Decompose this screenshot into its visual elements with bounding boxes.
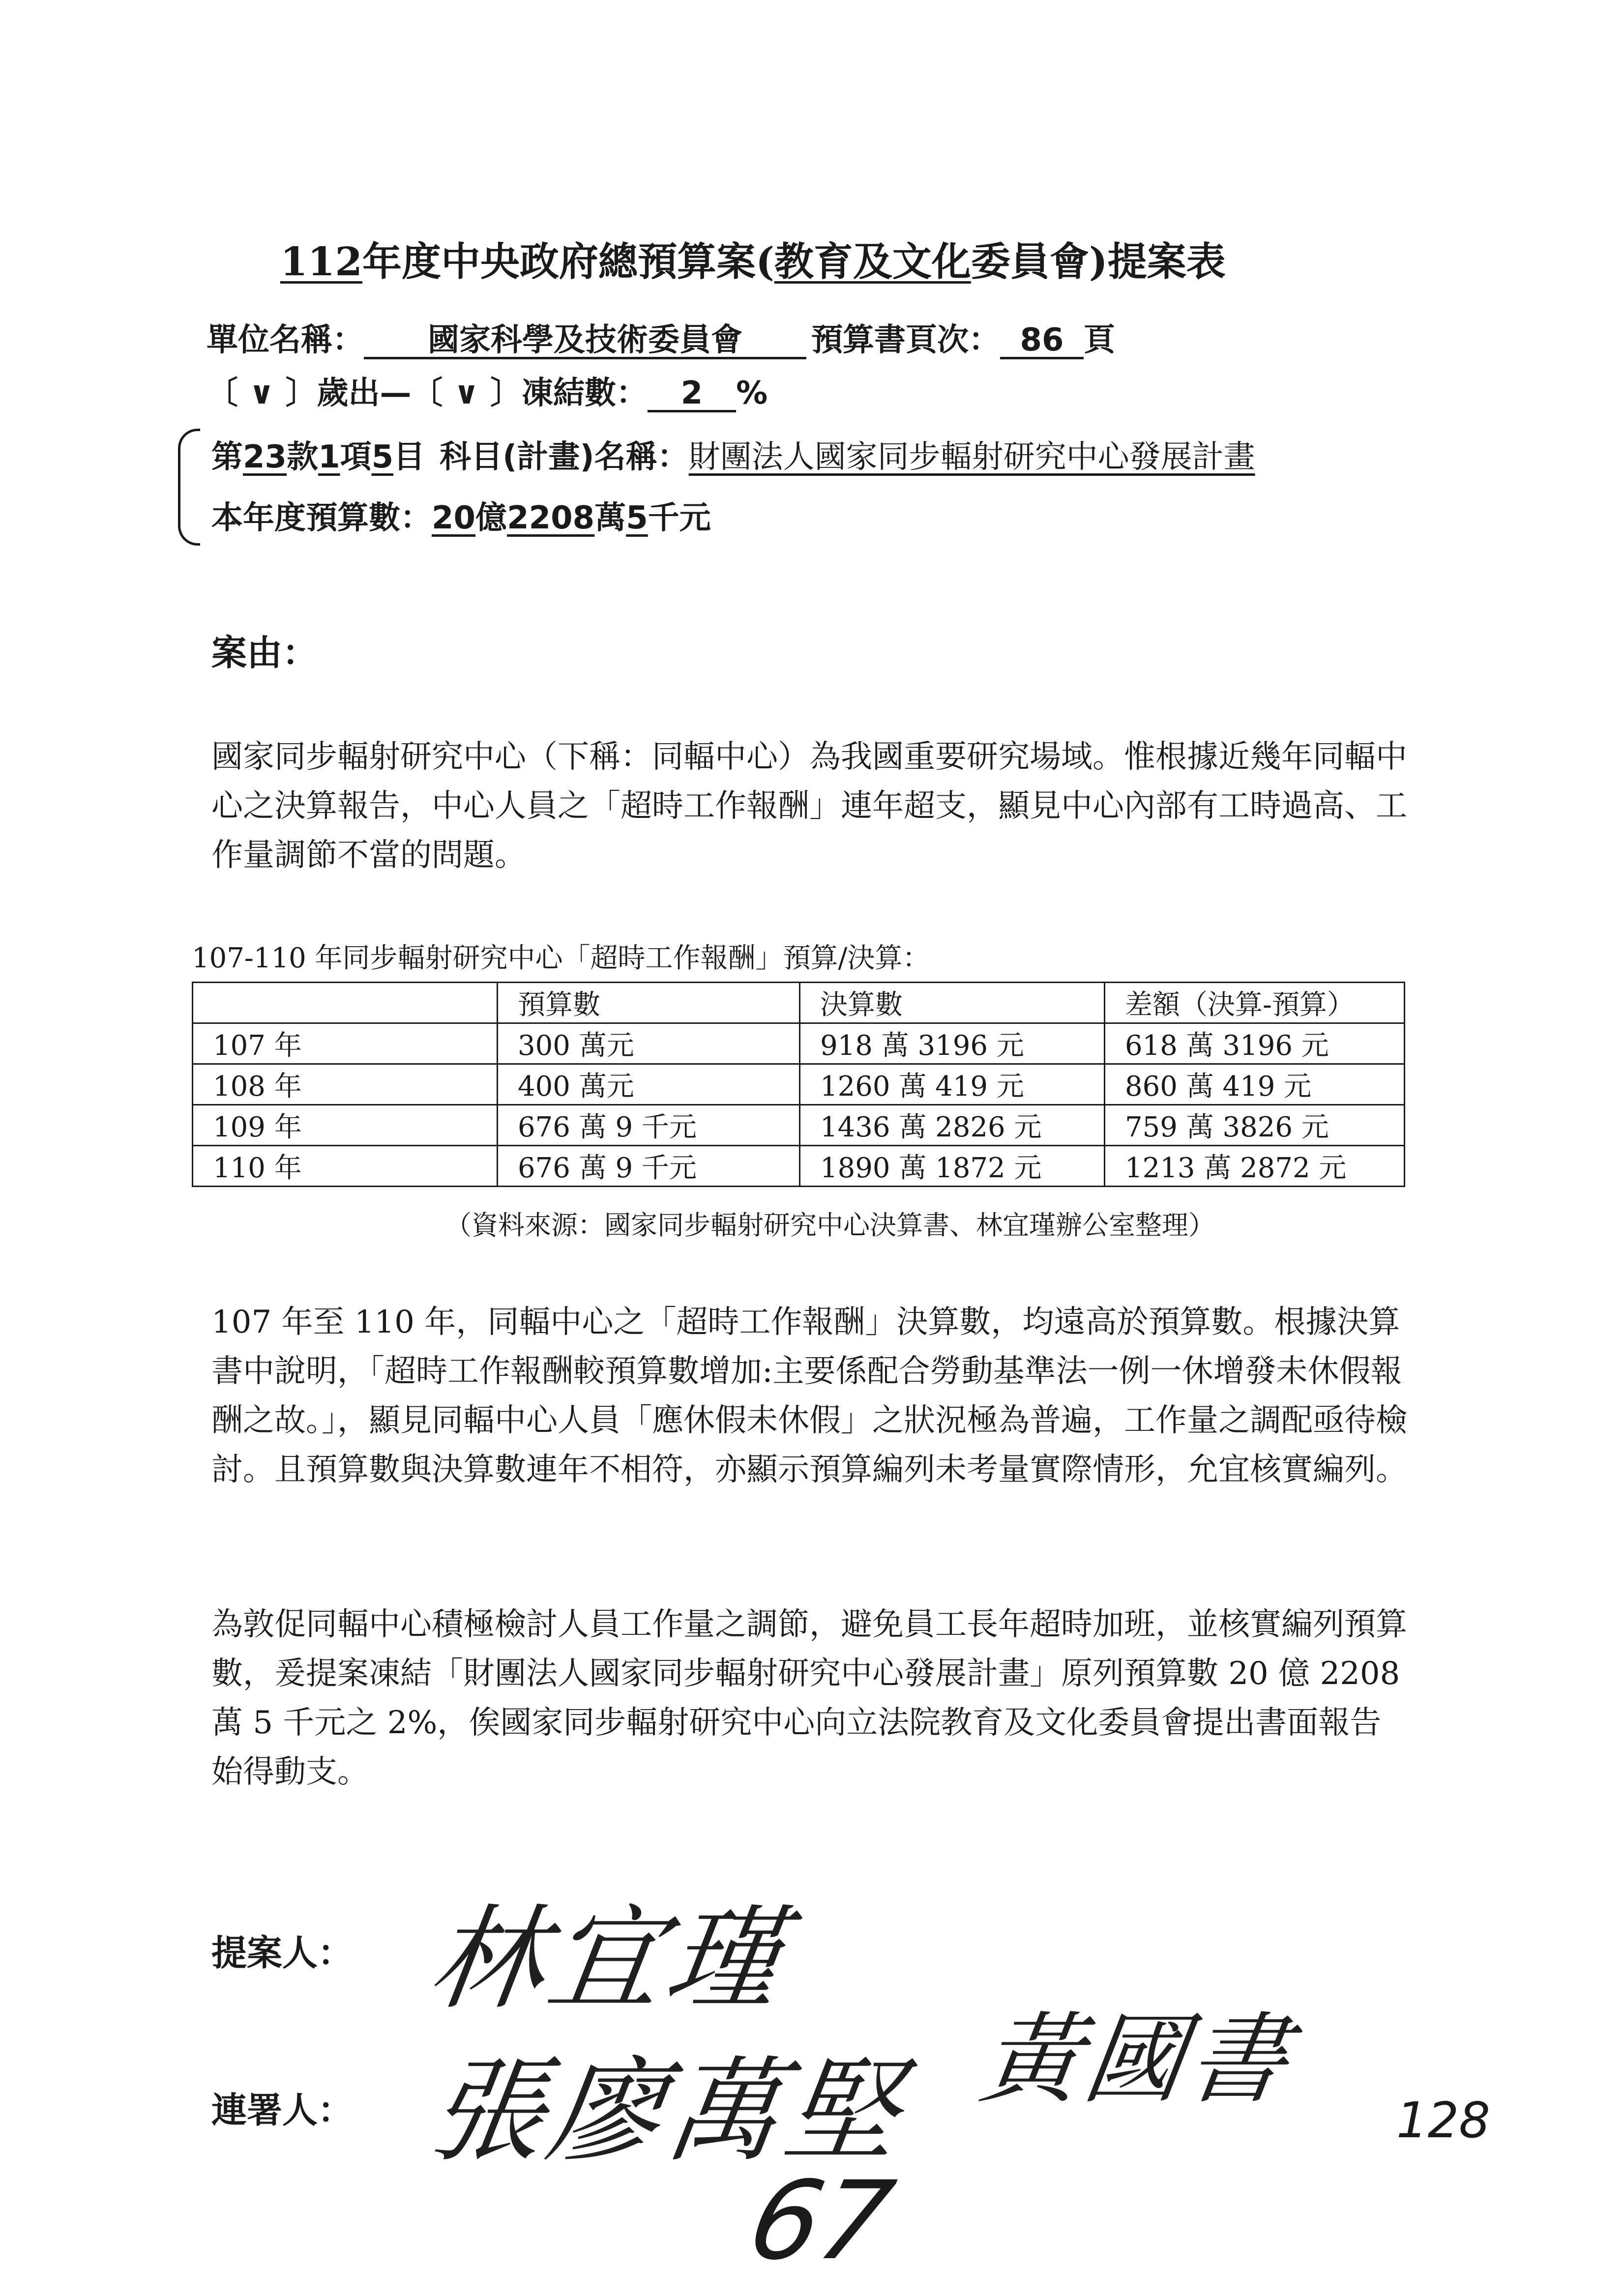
- item-mu-label: 目: [393, 439, 425, 475]
- table-cell-actual: 918 萬 3196 元: [800, 1023, 1105, 1064]
- table-cell-budget: 300 萬元: [498, 1023, 800, 1064]
- table-cell-actual: 1260 萬 419 元: [800, 1064, 1105, 1105]
- table-row: [193, 1023, 1405, 1064]
- item-name: 財團法人國家同步輻射研究中心發展計畫: [688, 439, 1255, 475]
- title-year: 112: [280, 238, 362, 285]
- budget-wan-label: 萬: [594, 500, 626, 536]
- table-source-note: （資料來源：國家同步輻射研究中心決算書、林宜瑾辦公室整理）: [445, 1210, 1215, 1241]
- unit-line: [207, 315, 1115, 360]
- table-cell-year: 110 年: [193, 1146, 498, 1187]
- title-main: 年度中央政府總預算案(: [362, 238, 774, 285]
- handwritten-number-right: 128: [1396, 2092, 1490, 2149]
- budget-label: 本年度預算數：: [211, 500, 432, 536]
- budget-qian-label: 千元: [648, 500, 711, 536]
- budget-yi: 20: [432, 500, 476, 536]
- table-cell-year: 108 年: [193, 1064, 498, 1105]
- table-caption: 107-110 年同步輻射研究中心「超時工作報酬」預算/決算：: [192, 942, 930, 974]
- table-header-cell: 差額（決算-預算）: [1105, 983, 1405, 1023]
- page-value: 86: [1000, 324, 1084, 359]
- title-suffix: 委員會)提案表: [971, 238, 1226, 285]
- reason-paragraph-1: 國家同步輻射研究中心（下稱：同輻中心）為我國重要研究場域。惟根據近幾年同輻中心之決算報告，中心人員之「超時工作報酬」連年超支，顯見中心內部有工時過高、工作量調節不當的問題。: [211, 739, 1407, 873]
- overtime-pay-table: [192, 982, 1405, 1187]
- table-cell-year: 107 年: [193, 1023, 498, 1064]
- table-cell-actual: 1890 萬 1872 元: [800, 1146, 1105, 1187]
- budget-line: [211, 493, 711, 538]
- unit-label: 單位名稱：: [207, 322, 364, 358]
- table-row: [193, 1064, 1405, 1105]
- freeze-line: [207, 368, 768, 413]
- bracket-divider: [178, 429, 200, 546]
- budget-wan: 2208: [507, 500, 595, 536]
- reason-heading: 案由：: [211, 632, 318, 673]
- table-cell-difference: 860 萬 419 元: [1105, 1064, 1405, 1105]
- item-kuan: 23: [243, 439, 287, 475]
- table-cell-difference: 759 萬 3826 元: [1105, 1105, 1405, 1146]
- table-cell-budget: 676 萬 9 千元: [498, 1146, 800, 1187]
- proposer-label: 提案人：: [211, 1932, 354, 1974]
- table-cell-difference: 618 萬 3196 元: [1105, 1023, 1405, 1064]
- table-header-cell: [193, 983, 498, 1023]
- table-cell-budget: 400 萬元: [498, 1064, 800, 1105]
- title-committee: 教育及文化: [774, 238, 971, 285]
- item-name-label: 科目(計畫)名稱：: [440, 439, 689, 475]
- item-prefix: 第: [211, 439, 243, 475]
- table-cell-difference: 1213 萬 2872 元: [1105, 1146, 1405, 1187]
- unit-name: 國家科學及技術委員會: [364, 324, 806, 359]
- document-title: [280, 230, 1226, 287]
- item-kuan-label: 款: [287, 439, 319, 475]
- cosigner-signature-1: 張廖萬堅: [422, 2046, 913, 2178]
- table-cell-year: 109 年: [193, 1105, 498, 1146]
- cosigner-signature-2: 黃國書: [974, 2003, 1300, 2117]
- item-xiang: 1: [318, 439, 340, 475]
- handwritten-number-center: 67: [738, 2158, 904, 2284]
- freeze-expense-text: 〔 ∨ 〕歲出—〔 ∨ 〕凍結數：: [207, 375, 648, 411]
- page-label: 預算書頁次：: [811, 322, 1000, 358]
- table-header-cell: 決算數: [800, 983, 1105, 1023]
- freeze-percent-sign: %: [736, 375, 768, 411]
- proposer-signature: 林宜瑾: [422, 1894, 795, 2025]
- page-unit: 頁: [1084, 322, 1115, 358]
- item-xiang-label: 項: [340, 439, 372, 475]
- cosigner-label: 連署人：: [211, 2090, 354, 2131]
- reason-paragraph-2: 107 年至 110 年，同輻中心之「超時工作報酬」決算數，均遠高於預算數。根據決算書中說明，「超時工作報酬較預算數增加:主要係配合勞動基準法一例一休增發未休假報酬之故。」，顯見同輻中心人員「應休假未休假」之狀況極為普遍，工作量之調配亟待檢討。且預算數與決算數連年不相符，亦顯示預算編列未考量實際情形，允宜核實編列。: [211, 1304, 1407, 1488]
- table-cell-actual: 1436 萬 2826 元: [800, 1105, 1105, 1146]
- table-cell-budget: 676 萬 9 千元: [498, 1105, 800, 1146]
- freeze-percent-value: 2: [648, 377, 736, 412]
- item-mu: 5: [371, 439, 394, 475]
- budget-yi-label: 億: [475, 500, 507, 536]
- table-header-row: [193, 983, 1405, 1023]
- reason-paragraph-3: 為敦促同輻中心積極檢討人員工作量之調節，避免員工長年超時加班，並核實編列預算數，爰提案凍結「財團法人國家同步輻射研究中心發展計畫」原列預算數 20 億 2208 萬 5 千元之 2%，俟國家同步輻射研究中心向立法院教育及文化委員會提出書面報告始得動支。: [211, 1606, 1407, 1790]
- item-line: [211, 432, 1255, 477]
- budget-qian: 5: [626, 500, 648, 536]
- table-header-cell: 預算數: [498, 983, 800, 1023]
- table-row: [193, 1146, 1405, 1187]
- table-row: [193, 1105, 1405, 1146]
